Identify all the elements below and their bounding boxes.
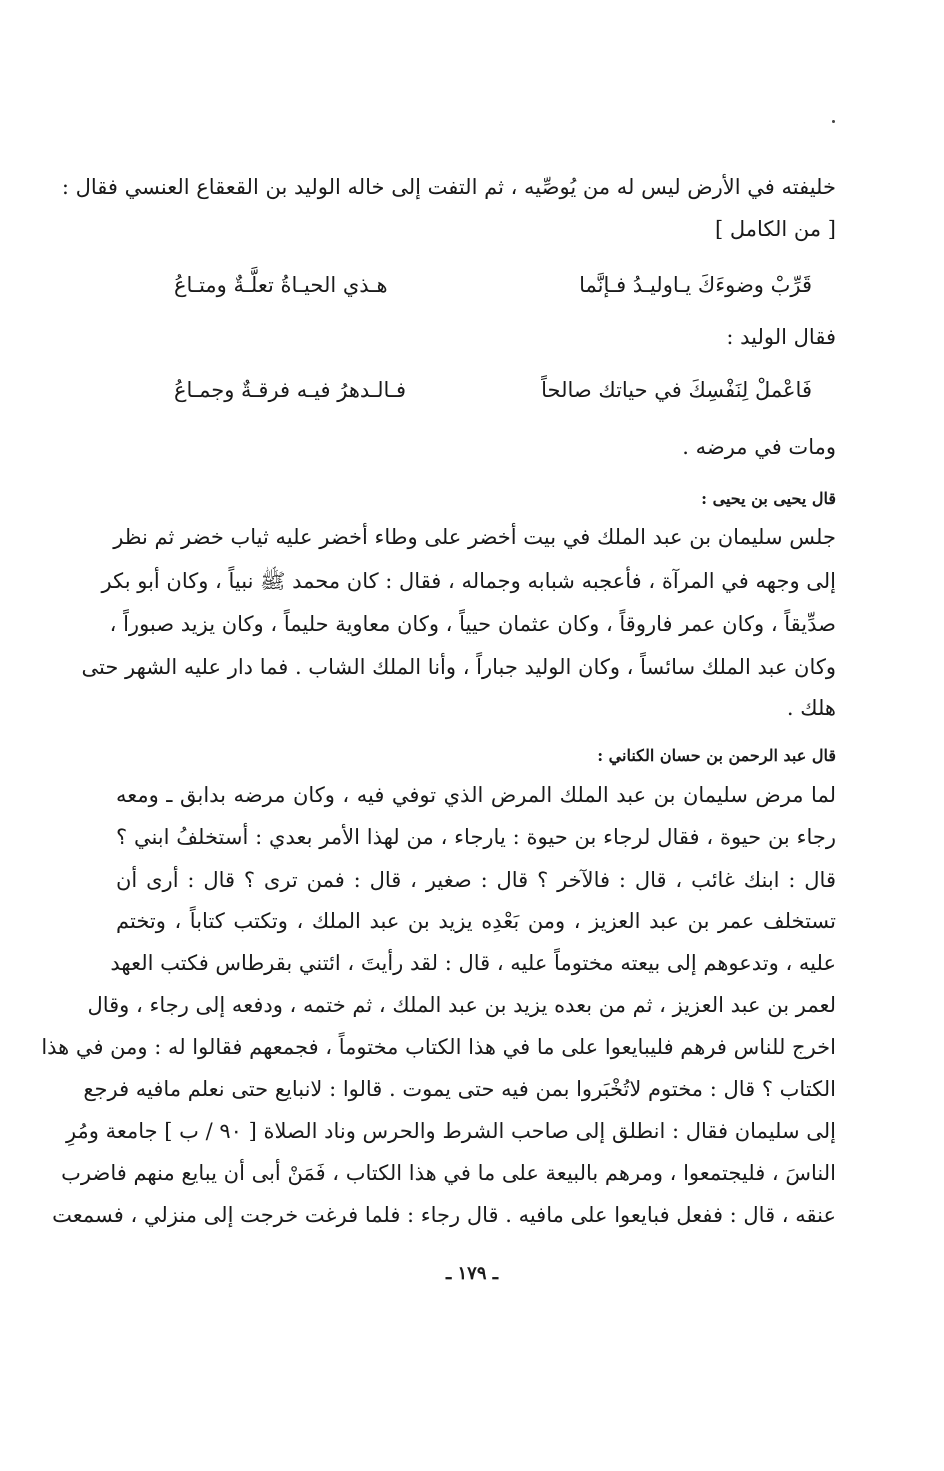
text-line: وكان عبد الملك سائساً ، وكان الوليد جباراً ، وأنا الملك الشاب . فما دار عليه الشهر حتى bbox=[81, 655, 836, 679]
text-line: اخرج للناس فرهم فليبايعوا على ما في هذا الكتاب مختوماً ، فجمعهم فقالوا له : ومن في هذا bbox=[41, 1035, 836, 1059]
text-line: إلى سليمان فقال : انطلق إلى صاحب الشرط والحرس وناد الصلاة [ ٩٠ / ب ] جامعة ومُرِ bbox=[65, 1119, 836, 1143]
page-number: ـ ١٧٩ ـ bbox=[445, 1263, 499, 1284]
corner-dot bbox=[832, 120, 835, 123]
section-heading: قال عبد الرحمن بن حسان الكناني : bbox=[597, 746, 836, 765]
text-line: تستخلف عمر بن عبد العزيز ، ومن بَعْدِه يزيد بن عبد الملك ، وتكتب كتاباً ، وتختم bbox=[116, 909, 836, 933]
text-line: لعمر بن عبد العزيز ، ثم من بعده يزيد بن عبد الملك ، ثم ختمه ، ودفعه إلى رجاء ، وقال bbox=[87, 993, 836, 1017]
meter-label: [ من الكامل ] bbox=[714, 217, 836, 241]
text-line: الناسَ ، فليجتمعوا ، ومرهم بالبيعة على ما في هذا الكتاب ، فَمَنْ أبى أن يبايع منهم فاضرب bbox=[61, 1161, 836, 1185]
verse-hemistich-left: فـالـدهرُ فيـه فرقـةٌ وجمـاعُ bbox=[174, 378, 407, 402]
text-line: جلس سليمان بن عبد الملك في بيت أخضر على وطاء أخضر عليه ثياب خضر ثم نظر bbox=[113, 525, 836, 549]
text-line: عنقه ، قال : ففعل فبايعوا على مافيه . قال رجاء : فلما فرغت خرجت إلى منزلي ، فسمعت bbox=[52, 1203, 836, 1227]
text-line: قال : ابنك غائب ، قال : فالآخر ؟ قال : صغير ، قال : فمن ترى ؟ قال : أرى أن bbox=[116, 868, 836, 892]
text-line: عليه ، وتدعوهم إلى بيعته مختوماً عليه ، قال : لقد رأيتَ ، ائتني بقرطاس فكتب العهد bbox=[110, 951, 836, 975]
text-line: الكتاب ؟ قال : مختوم لاتُخْبَروا بمن فيه حتى يموت . قالوا : لانبايع حتى نعلم مافيه فرجع bbox=[83, 1077, 836, 1101]
verse-hemistich-right: فَاعْملْ لِنَفْسِكَ في حياتك صالحاً bbox=[541, 378, 812, 402]
speaker-line: فقال الوليد : bbox=[726, 325, 836, 349]
text-line: إلى وجهه في المرآة ، فأعجبه شبابه وجماله ، فقال : كان محمد ﷺ نبياً ، وكان أبو بكر bbox=[101, 569, 836, 593]
text-line: رجاء بن حيوة ، فقال لرجاء بن حيوة : يارجاء ، من لهذا الأمر بعدي : أستخلفُ ابني ؟ bbox=[116, 825, 836, 849]
text-line: هلك . bbox=[786, 696, 836, 720]
text-line: صدِّيقاً ، وكان عمر فاروقاً ، وكان عثمان حيياً ، وكان معاوية حليماً ، وكان يزيد صبوراً ، bbox=[109, 612, 836, 636]
text-line: لما مرض سليمان بن عبد الملك المرض الذي توفي فيه ، وكان مرضه بدابق ـ ومعه bbox=[116, 783, 836, 807]
verse-hemistich-right: قَرِّبْ وضوءَكَ يـاوليـدُ فـإنَّما bbox=[579, 273, 812, 297]
verse-hemistich-left: هـذي الحيـاةُ تعلَّـةٌ ومتـاعُ bbox=[174, 273, 388, 297]
section-heading: قال يحيى بن يحيى : bbox=[701, 489, 836, 508]
text-line: ومات في مرضه . bbox=[682, 435, 836, 459]
text-line: خليفته في الأرض ليس له من يُوصِّيه ، ثم التفت إلى خاله الوليد بن القعقاع العنسي فقال : bbox=[61, 175, 836, 199]
